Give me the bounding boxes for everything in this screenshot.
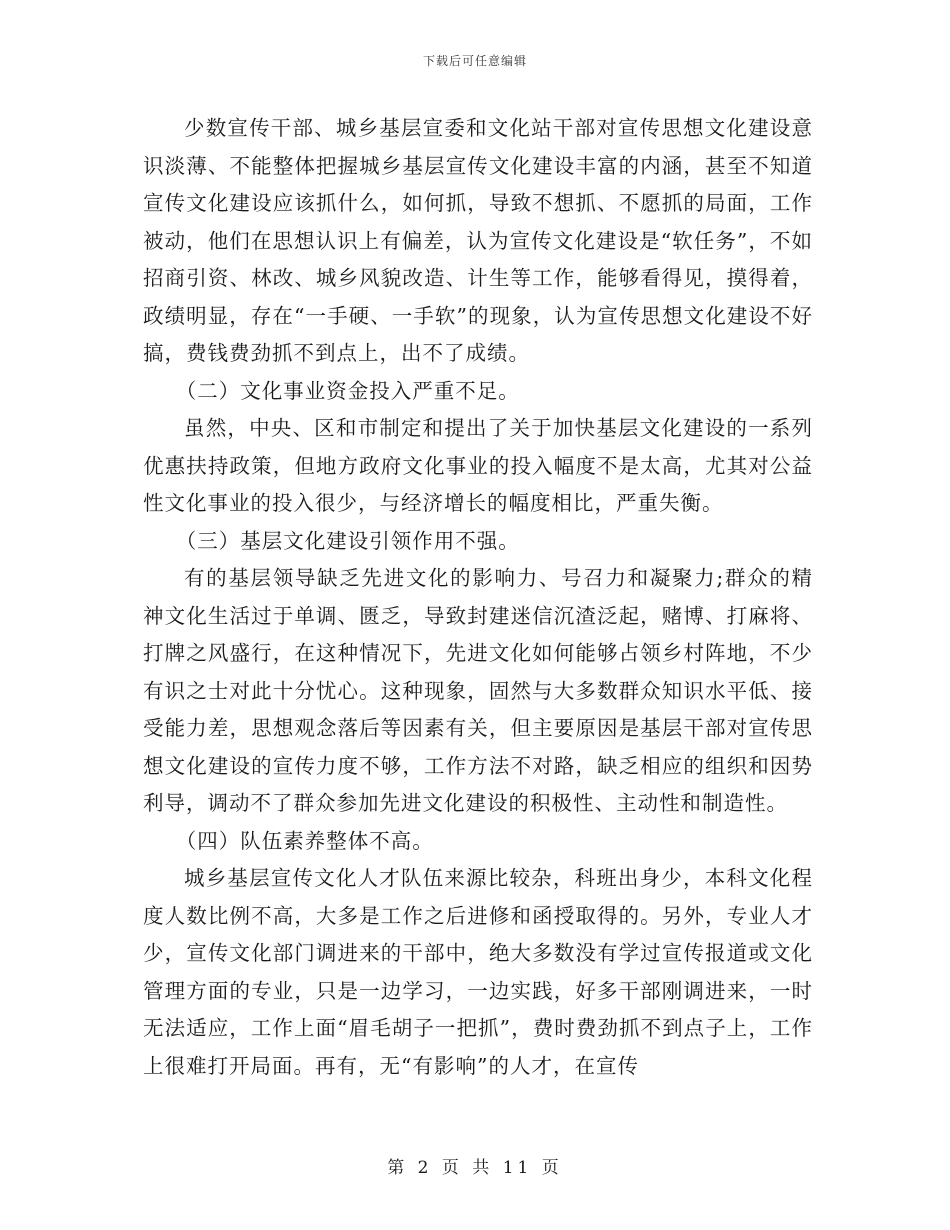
section-heading-3: （三）基层文化建设引领作用不强。 — [175, 528, 520, 553]
paragraph-2: 虽然，中央、区和市制定和提出了关于加快基层文化建设的一系列优惠扶持政策，但地方政府文化事业的投入幅度不是太高，尤其对公益性文化事业的投入很少，与经济增长的幅度相比，严重失衡。 — [143, 416, 813, 515]
page-footer: 第 2 页 共 11 页 — [387, 1158, 563, 1178]
paragraph-3: 有的基层领导缺乏先进文化的影响力、号召力和凝聚力;群众的精神文化生活过于单调、匮乏，导致封建迷信沉渣泛起，赌博、打麻将、打牌之风盛行，在这种情况下，先进文化如何能够占领乡村阵地，不少有识之士对此十分忧心。这种现象，固然与大多数群众知识水平低、接受能力差，思想观念落后等因素有关，但主要原因是基层干部对宣传思想文化建设的宣传力度不够，工作方法不对路，缺乏相应的组织和因势利导，调动不了群众参加先进文化建设的积极性、主动性和制造性。 — [143, 566, 813, 815]
paragraph-1: 少数宣传干部、城乡基层宣委和文化站干部对宣传思想文化建设意识淡薄、不能整体把握城乡基层宣传文化建设丰富的内涵，甚至不知道宣传文化建设应该抓什么，如何抓，导致不想抓、不愿抓的局面，工作被动，他们在思想认识上有偏差，认为宣传文化建设是“软任务”，不如招商引资、林改、城乡风貌改造、计生等工作，能够看得见，摸得着，政绩明显，存在“一手硬、一手软”的现象，认为宣传思想文化建设不好搞，费钱费劲抓不到点上，出不了成绩。 — [143, 116, 813, 365]
document-body — [143, 110, 813, 1085]
paragraph-4: 城乡基层宣传文化人才队伍来源比较杂，科班出身少，本科文化程度人数比例不高，大多是工作之后进修和函授取得的。另外，专业人才少，宣传文化部门调进来的干部中，绝大多数没有学过宣传报道或文化管理方面的专业，只是一边学习，一边实践，好多干部刚调进来，一时无法适应，工作上面“眉毛胡子一把抓”，费时费劲抓不到点子上，工作上很难打开局面。再有，无“有影响”的人才，在宣传 — [143, 866, 813, 1078]
page-header: 下载后可任意编辑 — [422, 54, 527, 68]
section-heading-2: （二）文化事业资金投入严重不足。 — [175, 378, 520, 403]
section-heading-4: （四）队伍素养整体不高。 — [175, 828, 434, 853]
